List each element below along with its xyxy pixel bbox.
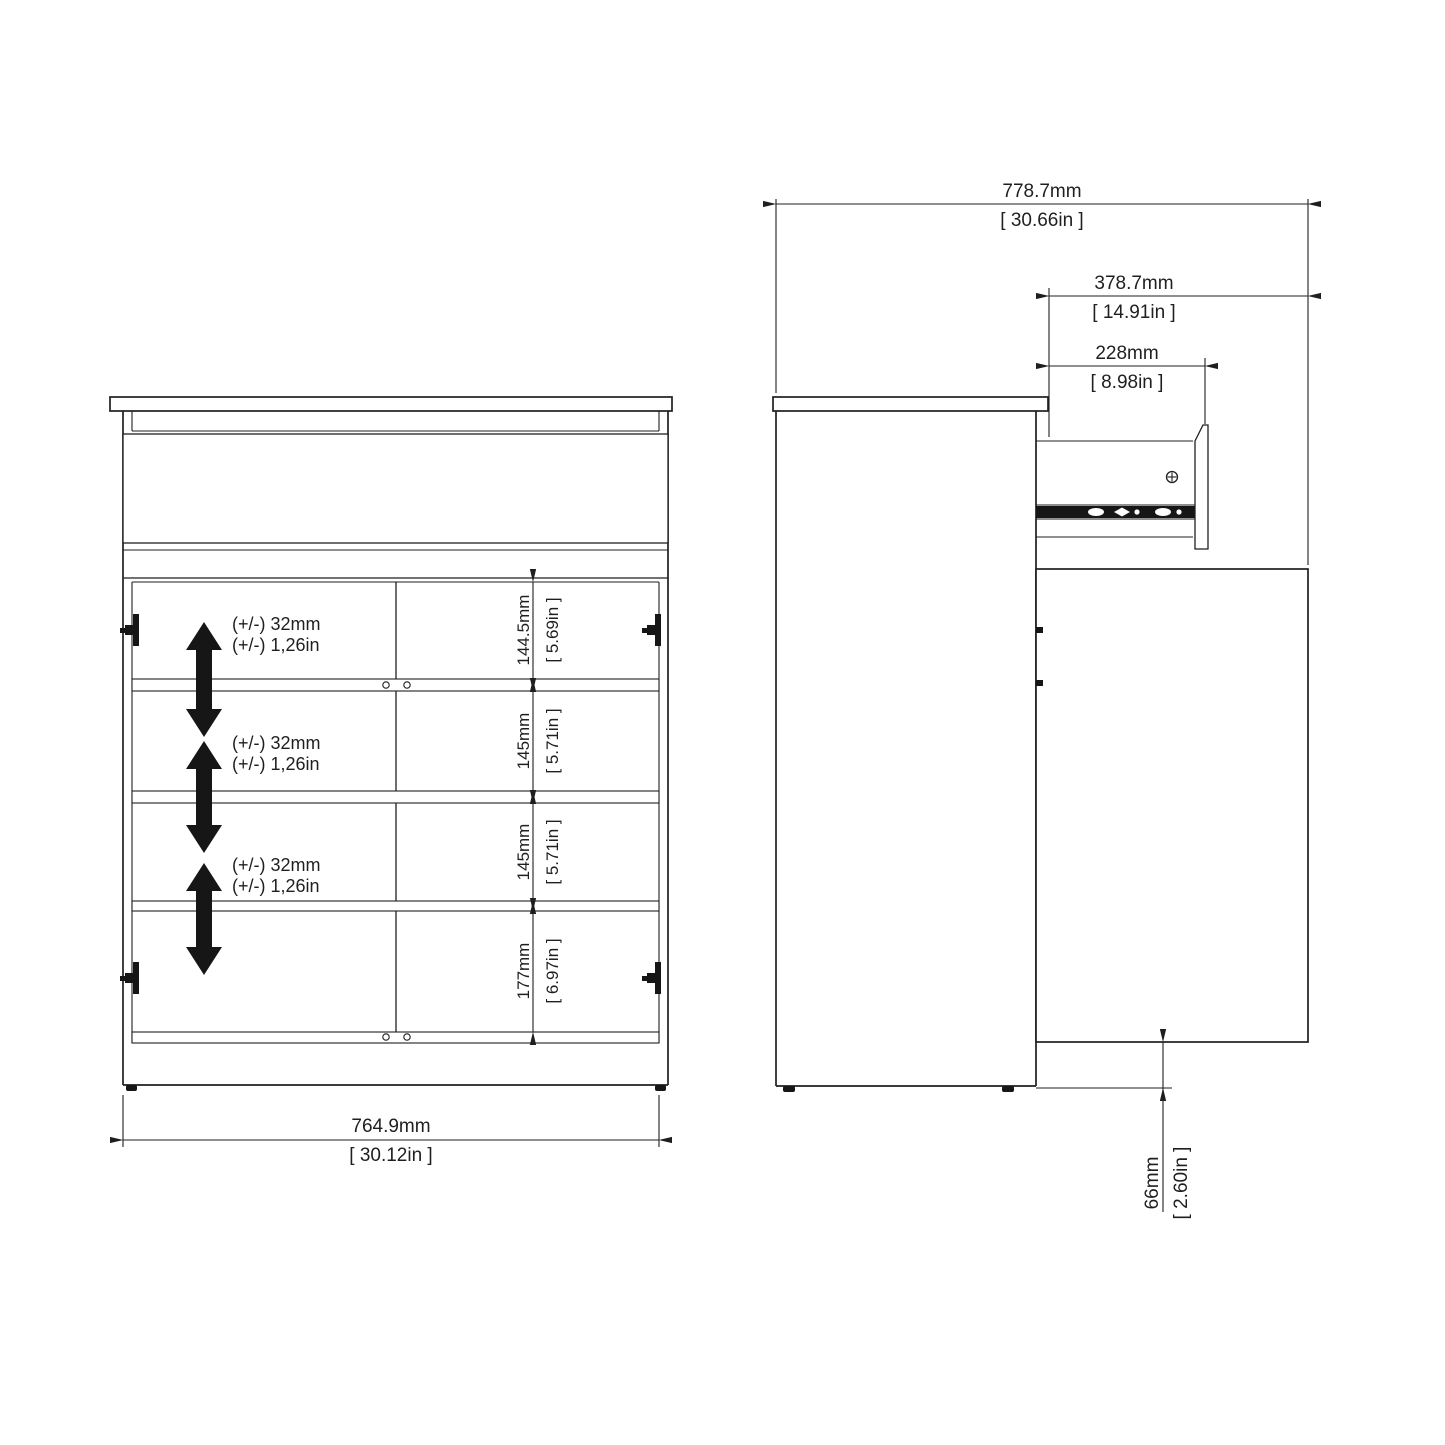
door-clearance-dimension: [1142, 1042, 1192, 1219]
depth-open-inch-label: [ 14.91in ]: [1092, 302, 1176, 323]
hinge-icon: [642, 962, 661, 994]
depth-total-mm-label: 778.7mm: [1002, 181, 1082, 202]
front-top-lid: [110, 397, 672, 411]
adjust-label-3-line2: (+/-) 1,26in: [232, 876, 320, 896]
compartment-4-mm-label: 177mm: [514, 942, 533, 1000]
drawer-slide-rail: [1036, 505, 1195, 519]
drawer-extension-inch-label: [ 8.98in ]: [1090, 372, 1164, 393]
side-top-lid: [773, 397, 1048, 411]
compartment-1-mm-label: 144.5mm: [514, 594, 533, 666]
drawer-front-panel-edge: [1195, 425, 1208, 549]
foot: [655, 1085, 666, 1091]
door-clearance-inch-label: [ 2.60in ]: [1171, 1146, 1192, 1220]
open-door-panel: [1036, 569, 1308, 1042]
compartment-3-inch-label: [ 5.71in ]: [543, 819, 562, 885]
depth-total-inch-label: [ 30.66in ]: [1000, 210, 1084, 231]
bottom-panel: [132, 1032, 659, 1043]
depth-open-dimension: [1049, 273, 1308, 437]
adjust-label-1-line1: (+/-) 32mm: [232, 614, 321, 634]
front-view: [110, 397, 672, 1166]
door-clearance-mm-label: 66mm: [1142, 1156, 1163, 1210]
drawer-extension-dimension: [1049, 343, 1205, 424]
compartment-2-mm-label: 145mm: [514, 712, 533, 770]
front-drawer-front: [123, 434, 668, 543]
width-dimension: [123, 1095, 659, 1166]
width-mm-label: 764.9mm: [351, 1116, 431, 1137]
shelf-adjust-label: [232, 614, 321, 896]
hinge-icon: [642, 614, 661, 646]
adjust-label-2-line1: (+/-) 32mm: [232, 733, 321, 753]
foot: [1002, 1086, 1014, 1092]
adjust-label-1-line2: (+/-) 1,26in: [232, 635, 320, 655]
width-inch-label: [ 30.12in ]: [349, 1145, 433, 1166]
door-hinge-mark: [1036, 680, 1043, 686]
door-hinge-mark: [1036, 627, 1043, 633]
compartment-3-mm-label: 145mm: [514, 823, 533, 881]
screw-icon: [1167, 472, 1178, 483]
adjust-label-3-line1: (+/-) 32mm: [232, 855, 321, 875]
foot: [783, 1086, 795, 1092]
side-view: [773, 181, 1308, 1219]
open-drawer: [1036, 425, 1208, 549]
drawer-extension-mm-label: 228mm: [1095, 343, 1159, 364]
depth-open-mm-label: 378.7mm: [1094, 273, 1174, 294]
foot: [126, 1085, 137, 1091]
compartment-dimensions: [514, 582, 562, 1032]
compartment-4-inch-label: [ 6.97in ]: [543, 938, 562, 1004]
compartment-2-inch-label: [ 5.71in ]: [543, 708, 562, 774]
adjust-label-2-line2: (+/-) 1,26in: [232, 754, 320, 774]
compartment-1-inch-label: [ 5.69in ]: [543, 597, 562, 663]
